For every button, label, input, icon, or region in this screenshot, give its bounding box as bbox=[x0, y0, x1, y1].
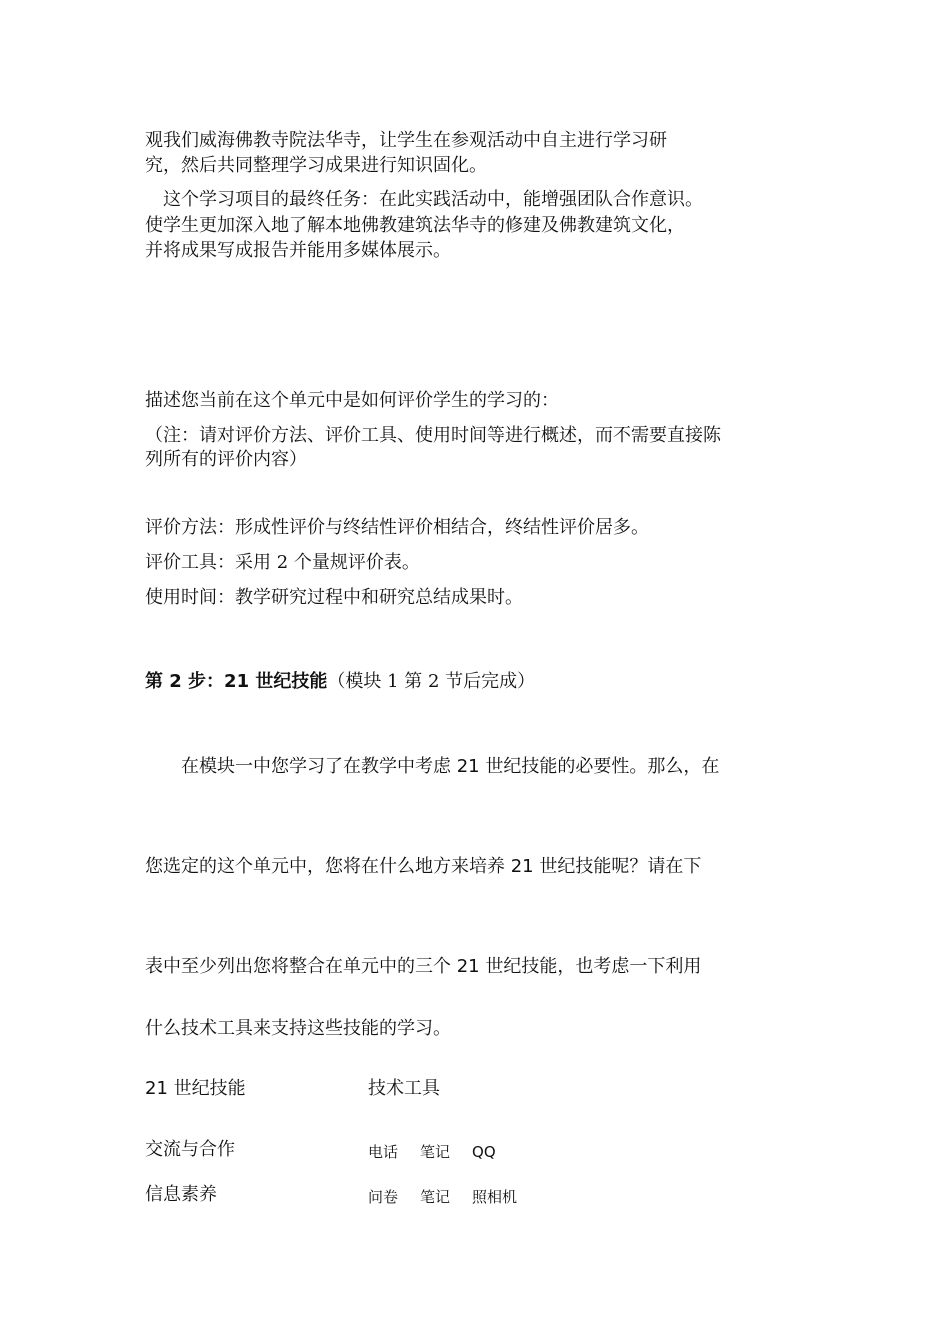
step2-line-3: 表中至少列出您将整合在单元中的三个 21 世纪技能，也考虑一下利用 bbox=[145, 956, 702, 977]
step2-line-4: 什么技术工具来支持这些技能的学习。 bbox=[145, 1018, 451, 1039]
skill-name: 信息素养 bbox=[145, 1184, 217, 1205]
intro-line-2: 究，然后共同整理学习成果进行知识固化。 bbox=[145, 155, 487, 176]
task-line-2: 使学生更加深入地了解本地佛教建筑法华寺的修建及佛教建筑文化， bbox=[145, 215, 685, 236]
tool-item: 照相机 bbox=[472, 1188, 518, 1206]
skill-name: 交流与合作 bbox=[145, 1139, 235, 1160]
task-line-3: 并将成果写成报告并能用多媒体展示。 bbox=[145, 240, 451, 261]
tool-item: 电话 bbox=[368, 1143, 399, 1161]
skills-header-tools: 技术工具 bbox=[368, 1078, 440, 1099]
task-line-1: 这个学习项目的最终任务：在此实践活动中，能增强团队合作意识。 bbox=[145, 189, 703, 210]
step2-heading bbox=[145, 671, 535, 693]
step2-line-2: 您选定的这个单元中，您将在什么地方来培养 21 世纪技能呢？请在下 bbox=[145, 856, 702, 877]
tool-item: 笔记 bbox=[420, 1188, 451, 1206]
evaluation-note-line-1: （注：请对评价方法、评价工具、使用时间等进行概述，而不需要直接陈 bbox=[145, 425, 721, 446]
evaluation-method: 评价方法：形成性评价与终结性评价相结合，终结性评价居多。 bbox=[145, 517, 649, 538]
tool-list bbox=[368, 1186, 539, 1207]
evaluation-time: 使用时间：教学研究过程中和研究总结成果时。 bbox=[145, 587, 523, 608]
step2-title-note: （模块 1 第 2 节后完成） bbox=[327, 671, 536, 692]
evaluation-prompt: 描述您当前在这个单元中是如何评价学生的学习的： bbox=[145, 390, 559, 411]
evaluation-tool: 评价工具：采用 2 个量规评价表。 bbox=[145, 552, 420, 573]
tool-item: 问卷 bbox=[368, 1188, 399, 1206]
tool-list bbox=[368, 1141, 518, 1162]
step2-title: 第 2 步：21 世纪技能 bbox=[145, 671, 328, 692]
step2-line-1: 在模块一中您学习了在教学中考虑 21 世纪技能的必要性。那么，在 bbox=[145, 756, 720, 777]
intro-line-1: 观我们威海佛教寺院法华寺，让学生在参观活动中自主进行学习研 bbox=[145, 130, 667, 151]
tool-item: 笔记 bbox=[420, 1143, 451, 1161]
evaluation-note-line-2: 列所有的评价内容） bbox=[145, 449, 307, 470]
tool-item: QQ bbox=[472, 1143, 496, 1161]
skills-header-skill: 21 世纪技能 bbox=[145, 1078, 246, 1099]
